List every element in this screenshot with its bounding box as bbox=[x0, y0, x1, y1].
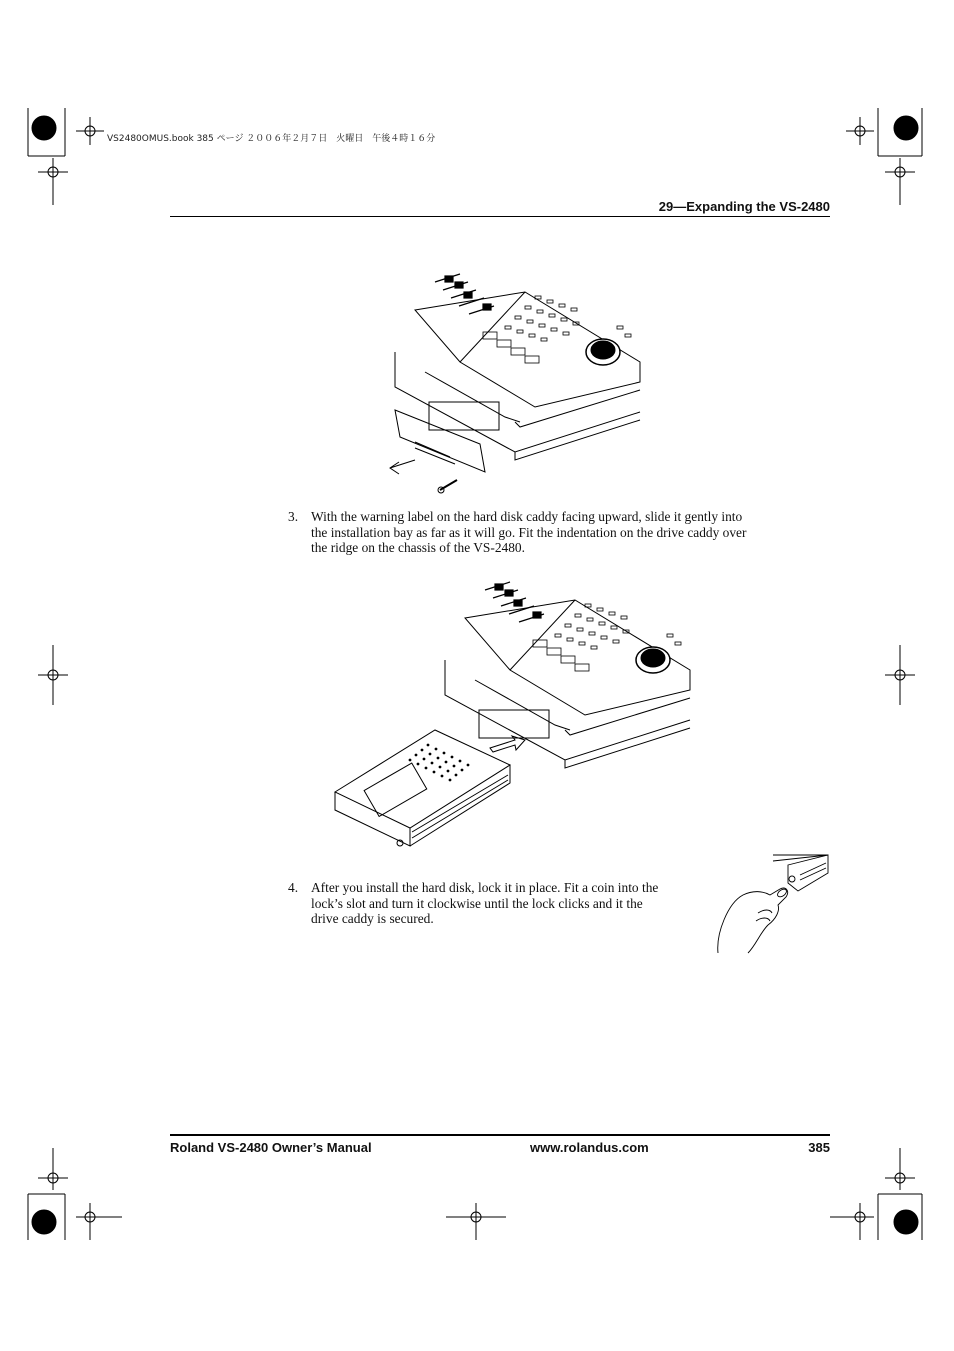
step-4-line: drive caddy is secured. bbox=[311, 911, 434, 926]
step-3-number: 3. bbox=[288, 509, 299, 524]
step-3-line: the installation bay as far as it will go. Fit the indentation on the drive caddy over bbox=[311, 524, 747, 540]
step-4-text bbox=[311, 880, 658, 927]
step-3-text bbox=[311, 509, 746, 556]
illustration-insert-caddy bbox=[330, 570, 700, 855]
step-4-line: After you install the hard disk, lock it in place. Fit a coin into the bbox=[311, 880, 659, 895]
illustration-lock-with-coin bbox=[708, 853, 833, 958]
step-4-number: 4. bbox=[288, 880, 299, 895]
header-rule bbox=[170, 216, 830, 217]
illustration-remove-bay-cover bbox=[385, 262, 645, 497]
step-4-line: lock’s slot and turn it clockwise until the lock clicks and it the bbox=[311, 895, 643, 911]
step-3-line: With the warning label on the hard disk caddy facing upward, slide it gently into bbox=[311, 509, 743, 524]
footer-manual-title: Roland VS-2480 Owner’s Manual bbox=[170, 1140, 372, 1155]
chapter-header-title: 29—Expanding the VS-2480 bbox=[658, 199, 830, 214]
footer-website: www.rolandus.com bbox=[530, 1140, 649, 1155]
print-info-line: VS2480OMUS.book 385 ページ ２００６年２月７日 火曜日 午後４時１６分 bbox=[107, 134, 436, 144]
step-3-line: the ridge on the chassis of the VS-2480. bbox=[311, 540, 525, 555]
footer-rule bbox=[170, 1134, 830, 1136]
page-number: 385 bbox=[808, 1140, 830, 1155]
